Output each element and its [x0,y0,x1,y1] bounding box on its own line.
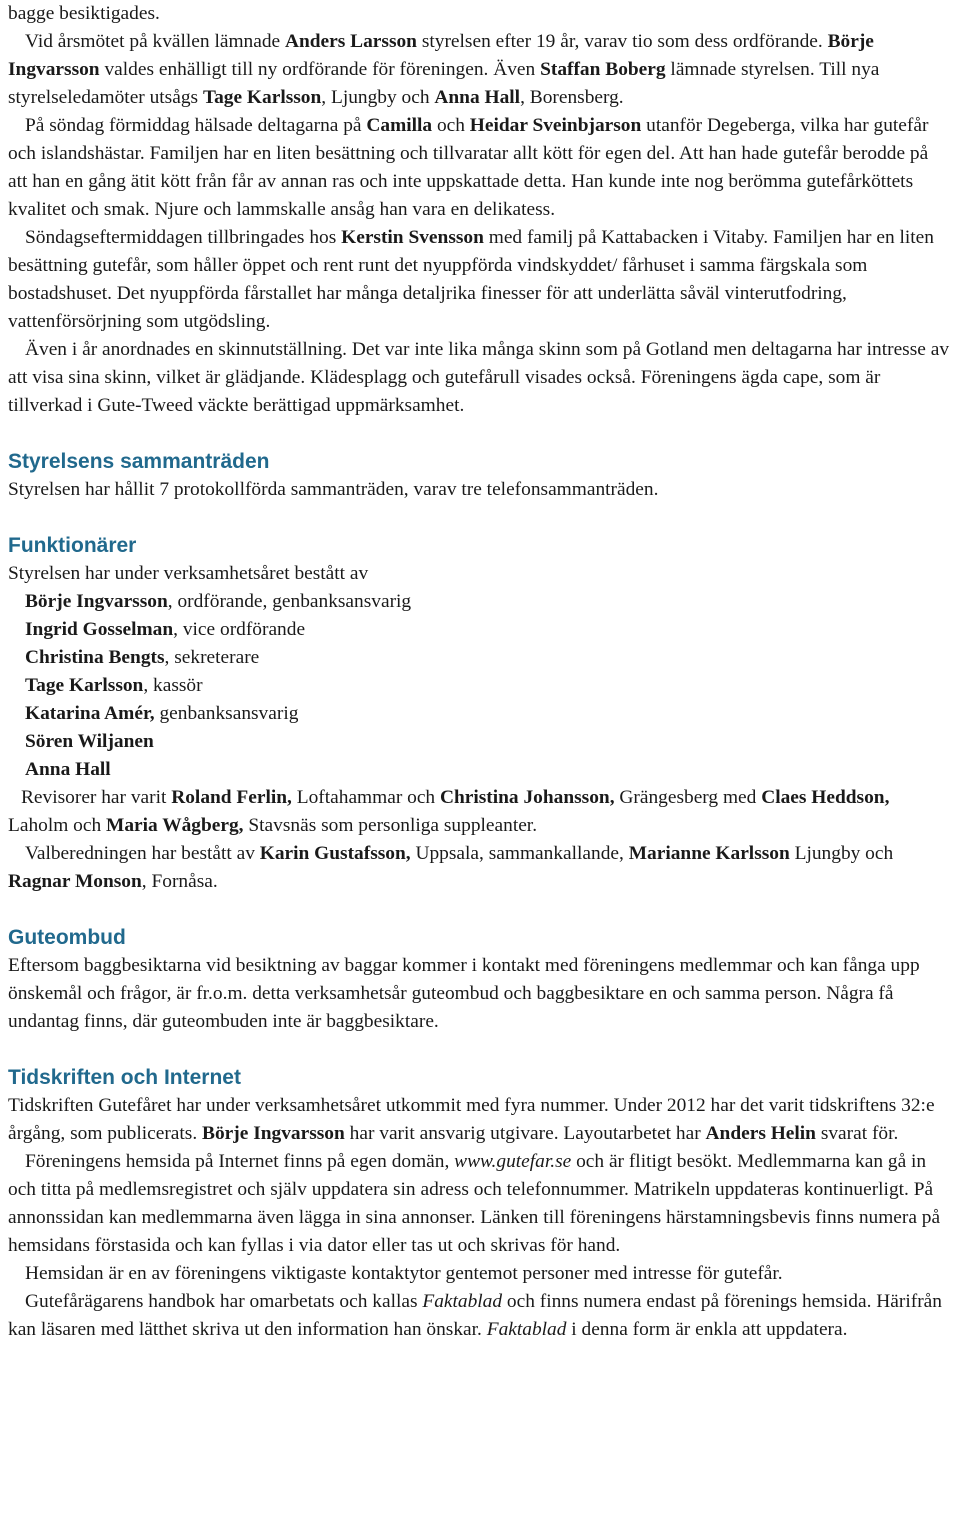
board-member [8,756,952,784]
section-body: Eftersom baggbesiktarna vid besiktning av baggar kommer i kontakt med föreningens medlemmar och kan fånga upp önskemål och frågor, är fr.o.m. detta verksamhetsår guteombud och baggbesiktare en och samma person. Några få undantag finns, där guteombuden inte är baggbesiktare. [8,955,920,1032]
section-heading-styrelsens-sammantraden: Styrelsens sammanträden [8,450,270,473]
section-heading-funktionarer: Funktionärer [8,534,137,557]
member-name: Katarina Amér, [25,703,155,724]
section-spacer [8,504,952,532]
section-body: Styrelsen har hållit 7 protokollförda sammanträden, varav tre telefonsammanträden. [8,479,659,500]
section-heading-tidskriften: Tidskriften och Internet [8,1066,241,1089]
board-member [8,644,952,672]
member-name: Tage Karlsson [25,675,144,696]
intro-paragraph-3: Söndagseftermiddagen tillbringades hos Kerstin Svensson med familj på Kattabacken i Vitaby. Familjen har en liten besättning gutefår, som håller öppet och rent runt det nyuppförda vindskyddet/ fårhuset i samma färgskala som bostadshuset. Det nyuppförda fårstallet har många detaljrika finesser för att underlätta såväl vinterutfodring, vattenförsörjning som utgödsling. [8,227,934,332]
member-role: , sekreterare [164,647,260,668]
member-name: Christina Bengts [25,647,165,668]
section-body: Gutefårägarens handbok har omarbetats och kallas Faktablad och finns numera endast på förenings hemsida. Härifrån kan läsaren med lätthet skriva ut den information han önskar. Faktablad i denna form är enkla att uppdatera. [8,1291,942,1340]
intro-paragraph-2: På söndag förmiddag hälsade deltagarna på Camilla och Heidar Sveinbjarson utanför Degeberga, vilka har gutefår och islandshästar. Familjen har en liten besättning och tillvaratar allt kött för egen del. Att han hade gutefår berodde på att han en gång ätit kött från får av annan ras och inte uppskattade detta. Han kunde inte nog berömma gutefårköttets kvalitet och smak. Njure och lammskalle ansåg han vara en delikatess. [8,115,929,220]
section-body: Föreningens hemsida på Internet finns på egen domän, www.gutefar.se och är flitigt besökt. Medlemmarna kan gå in och titta på medlemsregistret och själv uppdatera sin adress och telefonnummer. Matrikeln uppdateras kontinuerligt. På annonssidan kan medlemmarna även lägga in sina annonser. Länken till föreningens härstamningsbevis finns numera på hemsidans förstasida och kan fyllas i via dator eller tas ut och skrivas för hand. [8,1151,941,1256]
member-name: Anna Hall [25,759,111,780]
member-role: , ordförande, genbanksansvarig [167,591,412,612]
board-member [8,700,952,728]
member-name: Ingrid Gosselman [25,619,174,640]
intro-paragraph-0: bagge besiktigades. [8,3,160,24]
board-member [8,616,952,644]
intro-paragraph-4: Även i år anordnades en skinnutställning. Det var inte lika många skinn som på Gotland men deltagarna har intresse av att visa sina skinn, vilket är glädjande. Klädesplagg och gutefårull visades också. Föreningens ägda cape, som är tillverkad i Gute-Tweed väckte berättigad uppmärksamhet. [8,339,950,416]
member-role: genbanksansvarig [154,703,299,724]
member-name: Sören Wiljanen [25,731,154,752]
board-member-list [8,588,952,896]
section-spacer [8,420,952,448]
board-member [8,672,952,700]
revisors-paragraph: Revisorer har varit Roland Ferlin, Loftahammar och Christina Johansson, Grängesberg med Claes Heddson, Laholm och Maria Wågberg, Stavsnäs som personliga suppleanter. [8,787,890,836]
board-member [8,728,952,756]
section-body: Styrelsen har under verksamhetsåret bestått av [8,563,369,584]
member-role: , vice ordförande [173,619,306,640]
section-body: Tidskriften Gutefåret har under verksamhetsåret utkommit med fyra nummer. Under 2012 har det varit tidskriftens 32:e årgång, som publicerats. Börje Ingvarsson har varit ansvarig utgivare. Layoutarbetet har Anders Helin svarat för. [8,1095,935,1144]
section-heading-guteombud: Guteombud [8,926,126,949]
section-spacer [8,1036,952,1064]
section-body: Hemsidan är en av föreningens viktigaste kontaktytor gentemot personer med intresse för gutefår. [25,1263,783,1284]
section-spacer [8,896,952,924]
member-name: Börje Ingvarsson [25,591,168,612]
intro-paragraph-1: Vid årsmötet på kvällen lämnade Anders Larsson styrelsen efter 19 år, varav tio som dess ordförande. Börje Ingvarsson valdes enhälligt till ny ordförande för föreningen. Även Staffan Boberg lämnade styrelsen. Till nya styrelseledamöter utsågs Tage Karlsson, Ljungby och Anna Hall, Borensberg. [8,31,880,108]
valberedning-paragraph: Valberedningen har bestått av Karin Gustafsson, Uppsala, sammankallande, Marianne Karlsson Ljungby och Ragnar Monson, Fornåsa. [8,843,894,892]
board-member [8,588,952,616]
member-role: , kassör [143,675,203,696]
